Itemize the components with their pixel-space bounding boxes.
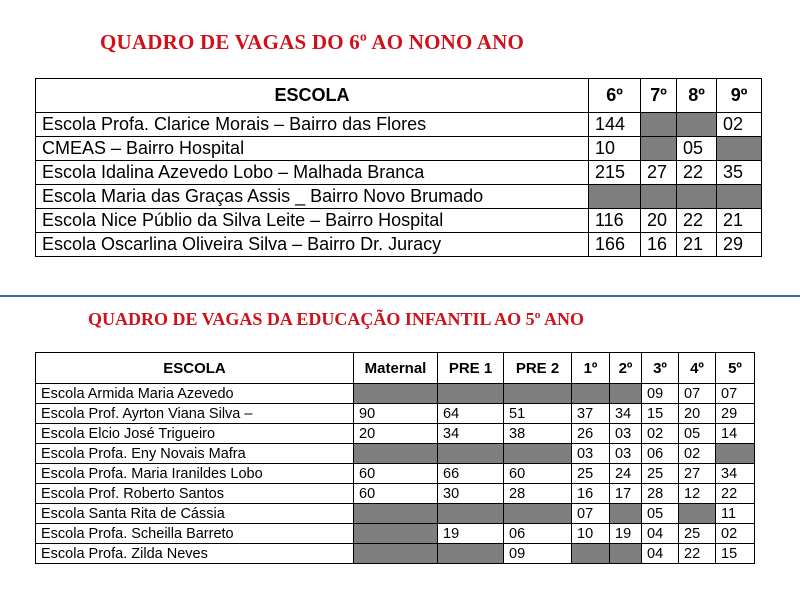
vacancy-count-cell: 15 (642, 404, 679, 424)
table-row (36, 137, 762, 161)
table-row (36, 185, 762, 209)
vacancy-count-cell: 02 (717, 113, 762, 137)
vacancy-count-cell: 20 (679, 404, 716, 424)
column-header: 5º (716, 353, 755, 384)
vacancy-count-cell: 116 (589, 209, 641, 233)
vacancy-count-cell: 05 (679, 424, 716, 444)
table-row (36, 404, 755, 424)
vacancy-count-cell: 16 (572, 484, 610, 504)
vacancy-count-cell: 06 (504, 524, 572, 544)
vacancy-count-cell: 09 (642, 384, 679, 404)
vacancy-count-cell: 10 (589, 137, 641, 161)
column-header: 2º (610, 353, 642, 384)
empty-shaded-cell (572, 544, 610, 564)
vacancy-count-cell: 22 (679, 544, 716, 564)
vacancy-count-cell: 07 (679, 384, 716, 404)
vacancy-count-cell: 03 (610, 444, 642, 464)
vacancy-count-cell: 04 (642, 544, 679, 564)
column-header: 1º (572, 353, 610, 384)
vacancy-count-cell: 22 (716, 484, 755, 504)
vacancy-count-cell: 90 (354, 404, 438, 424)
vacancy-count-cell: 20 (641, 209, 677, 233)
empty-shaded-cell (677, 113, 717, 137)
vacancy-count-cell: 21 (717, 209, 762, 233)
vacancy-count-cell: 28 (642, 484, 679, 504)
empty-shaded-cell (717, 137, 762, 161)
vacancy-count-cell: 25 (642, 464, 679, 484)
vacancy-count-cell: 15 (716, 544, 755, 564)
vacancy-count-cell: 60 (354, 484, 438, 504)
vacancy-count-cell: 17 (610, 484, 642, 504)
table-row (36, 484, 755, 504)
column-header: 4º (679, 353, 716, 384)
empty-shaded-cell (354, 444, 438, 464)
vacancy-count-cell: 27 (679, 464, 716, 484)
empty-shaded-cell (438, 444, 504, 464)
column-header: 9º (717, 79, 762, 113)
vacancy-count-cell: 34 (610, 404, 642, 424)
empty-shaded-cell (641, 137, 677, 161)
vacancy-count-cell: 07 (572, 504, 610, 524)
column-header: PRE 2 (504, 353, 572, 384)
column-header-escola: ESCOLA (36, 79, 589, 113)
table-row (36, 233, 762, 257)
vacancy-count-cell: 02 (642, 424, 679, 444)
vacancy-count-cell: 11 (716, 504, 755, 524)
empty-shaded-cell (354, 504, 438, 524)
vacancy-count-cell: 60 (354, 464, 438, 484)
column-header: PRE 1 (438, 353, 504, 384)
empty-shaded-cell (438, 544, 504, 564)
school-name-cell: Escola Armida Maria Azevedo (36, 384, 354, 404)
empty-shaded-cell (717, 185, 762, 209)
school-name-cell: Escola Oscarlina Oliveira Silva – Bairro Dr. Juracy (36, 233, 589, 257)
vacancy-count-cell: 24 (610, 464, 642, 484)
table-row (36, 161, 762, 185)
empty-shaded-cell (438, 384, 504, 404)
vacancy-count-cell: 07 (716, 384, 755, 404)
column-header: 8º (677, 79, 717, 113)
empty-shaded-cell (354, 384, 438, 404)
table-row (36, 424, 755, 444)
empty-shaded-cell (438, 504, 504, 524)
school-name-cell: CMEAS – Bairro Hospital (36, 137, 589, 161)
school-name-cell: Escola Profa. Zilda Neves (36, 544, 354, 564)
vacancy-count-cell: 02 (716, 524, 755, 544)
vacancy-count-cell: 03 (572, 444, 610, 464)
vacancy-count-cell: 16 (641, 233, 677, 257)
vacancy-count-cell: 05 (642, 504, 679, 524)
table-row (36, 464, 755, 484)
column-header: 3º (642, 353, 679, 384)
vacancy-count-cell: 34 (438, 424, 504, 444)
empty-shaded-cell (679, 504, 716, 524)
empty-shaded-cell (572, 384, 610, 404)
school-name-cell: Escola Profa. Maria Iranildes Lobo (36, 464, 354, 484)
table-row (36, 384, 755, 404)
empty-shaded-cell (589, 185, 641, 209)
vacancy-count-cell: 10 (572, 524, 610, 544)
vacancy-count-cell: 22 (677, 209, 717, 233)
table2-header (36, 353, 755, 384)
column-header: 7º (641, 79, 677, 113)
table2-body (36, 384, 755, 564)
school-name-cell: Escola Santa Rita de Cássia (36, 504, 354, 524)
vacancy-count-cell: 02 (679, 444, 716, 464)
vacancy-count-cell: 35 (717, 161, 762, 185)
vacancy-count-cell: 51 (504, 404, 572, 424)
vacancy-count-cell: 37 (572, 404, 610, 424)
vacancy-count-cell: 28 (504, 484, 572, 504)
vacancy-count-cell: 03 (610, 424, 642, 444)
school-name-cell: Escola Maria das Graças Assis _ Bairro Novo Brumado (36, 185, 589, 209)
empty-shaded-cell (610, 384, 642, 404)
vacancy-count-cell: 12 (679, 484, 716, 504)
vacancy-count-cell: 26 (572, 424, 610, 444)
vacancy-count-cell: 21 (677, 233, 717, 257)
column-header-escola: ESCOLA (36, 353, 354, 384)
vacancy-count-cell: 29 (716, 404, 755, 424)
vacancy-count-cell: 34 (716, 464, 755, 484)
vacancy-count-cell: 06 (642, 444, 679, 464)
school-name-cell: Escola Profa. Clarice Morais – Bairro das Flores (36, 113, 589, 137)
vacancy-count-cell: 64 (438, 404, 504, 424)
table1-title: QUADRO DE VAGAS DO 6º AO NONO ANO (100, 30, 525, 54)
vacancy-count-cell: 04 (642, 524, 679, 544)
school-name-cell: Escola Prof. Roberto Santos (36, 484, 354, 504)
vacancy-count-cell: 19 (610, 524, 642, 544)
empty-shaded-cell (610, 544, 642, 564)
empty-shaded-cell (504, 504, 572, 524)
table-row (36, 209, 762, 233)
vacancy-count-cell: 14 (716, 424, 755, 444)
table-row (36, 504, 755, 524)
vagas-infantil-5-table (35, 352, 755, 564)
vacancy-count-cell: 19 (438, 524, 504, 544)
vacancy-count-cell: 166 (589, 233, 641, 257)
column-header: 6º (589, 79, 641, 113)
vacancy-count-cell: 27 (641, 161, 677, 185)
vacancy-count-cell: 144 (589, 113, 641, 137)
vacancy-count-cell: 09 (504, 544, 572, 564)
section-divider (0, 295, 800, 297)
vacancy-count-cell: 215 (589, 161, 641, 185)
table-row (36, 444, 755, 464)
table2-title: QUADRO DE VAGAS DA EDUCAÇÃO INFANTIL AO 5º ANO (88, 309, 585, 329)
table-row (36, 524, 755, 544)
school-name-cell: Escola Profa. Scheilla Barreto (36, 524, 354, 544)
empty-shaded-cell (641, 185, 677, 209)
empty-shaded-cell (504, 444, 572, 464)
school-name-cell: Escola Prof. Ayrton Viana Silva – (36, 404, 354, 424)
vacancy-count-cell: 30 (438, 484, 504, 504)
vagas-6-9-table (35, 78, 762, 257)
table-row (36, 113, 762, 137)
empty-shaded-cell (641, 113, 677, 137)
empty-shaded-cell (354, 524, 438, 544)
vacancy-count-cell: 66 (438, 464, 504, 484)
school-name-cell: Escola Idalina Azevedo Lobo – Malhada Branca (36, 161, 589, 185)
table1-header (36, 79, 762, 113)
vacancy-count-cell: 05 (677, 137, 717, 161)
vacancy-count-cell: 29 (717, 233, 762, 257)
school-name-cell: Escola Nice Públio da Silva Leite – Bairro Hospital (36, 209, 589, 233)
vacancy-count-cell: 22 (677, 161, 717, 185)
empty-shaded-cell (677, 185, 717, 209)
empty-shaded-cell (504, 384, 572, 404)
vacancy-count-cell: 60 (504, 464, 572, 484)
table-row (36, 544, 755, 564)
table1-body (36, 113, 762, 257)
vacancy-count-cell: 25 (572, 464, 610, 484)
vacancy-count-cell: 25 (679, 524, 716, 544)
empty-shaded-cell (610, 504, 642, 524)
vacancy-count-cell: 38 (504, 424, 572, 444)
school-name-cell: Escola Elcio José Trigueiro (36, 424, 354, 444)
column-header: Maternal (354, 353, 438, 384)
school-name-cell: Escola Profa. Eny Novais Mafra (36, 444, 354, 464)
vacancy-count-cell: 20 (354, 424, 438, 444)
empty-shaded-cell (354, 544, 438, 564)
empty-shaded-cell (716, 444, 755, 464)
